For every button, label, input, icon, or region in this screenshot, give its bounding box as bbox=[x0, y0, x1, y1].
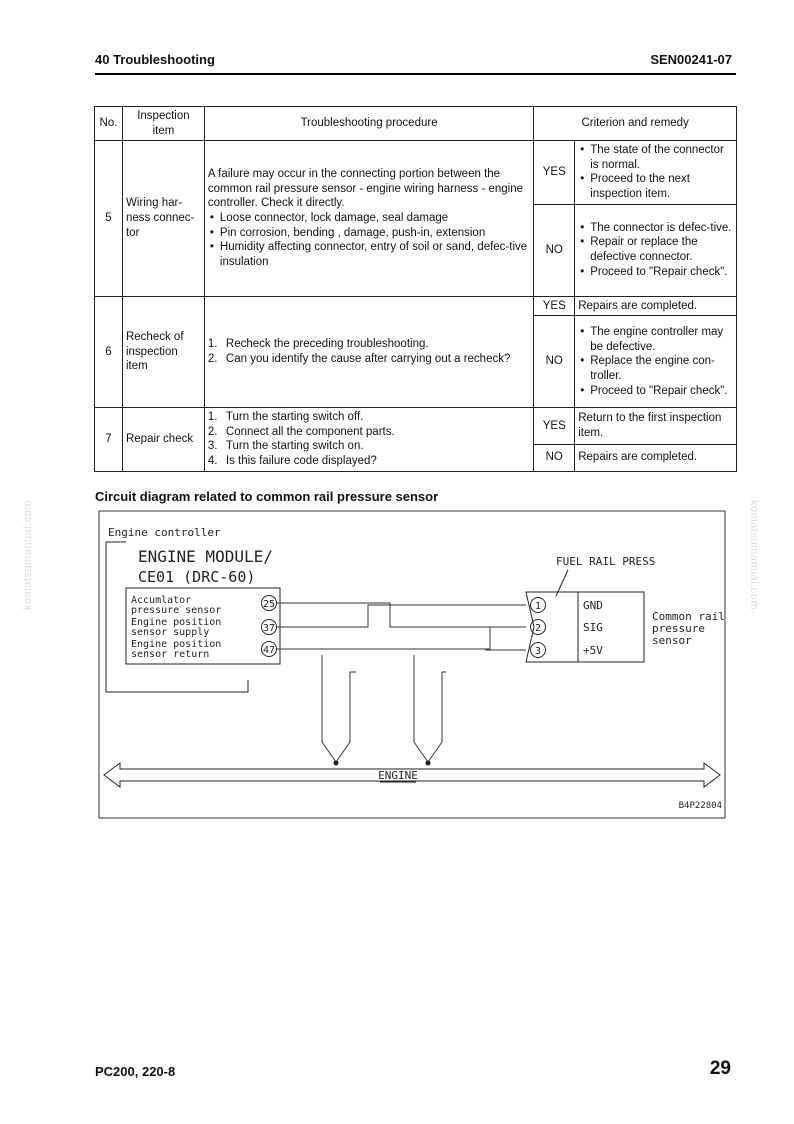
header-procedure: Troubleshooting procedure bbox=[204, 107, 533, 141]
connector-label: FUEL RAIL PRESS bbox=[556, 555, 656, 568]
list-item: • The state of the connector is normal. bbox=[578, 143, 733, 172]
list-item: 2. Connect all the component parts. bbox=[207, 425, 395, 438]
sensor-name-line1: Common rail bbox=[652, 610, 725, 623]
troubleshooting-table bbox=[94, 106, 737, 472]
svg-text:47: 47 bbox=[262, 645, 276, 656]
watermark-left: komatsumanual.com bbox=[22, 500, 34, 610]
list-item: 3. Turn the starting switch on. bbox=[207, 440, 364, 453]
header-rule bbox=[95, 73, 736, 75]
row-procedure bbox=[204, 296, 533, 408]
controller-label: Engine controller bbox=[108, 526, 221, 539]
watermark-right: komatsumanual.com bbox=[748, 500, 760, 610]
yes-remedy bbox=[575, 141, 737, 204]
page-number: 29 bbox=[709, 1058, 731, 1079]
sensor-pin-3 bbox=[531, 643, 604, 658]
list-item: • The connector is defec-tive. bbox=[578, 221, 733, 236]
yes-remedy: Repairs are completed. bbox=[575, 296, 737, 316]
yes-remedy: Return to the first inspection item. bbox=[575, 408, 737, 445]
list-item: 4. Is this failure code displayed? bbox=[207, 454, 377, 467]
controller-pin-37 bbox=[131, 617, 277, 638]
list-item: • Pin corrosion, bending , damage, push-in, extension bbox=[208, 226, 530, 241]
svg-text:SIG: SIG bbox=[583, 621, 603, 634]
svg-text:25: 25 bbox=[262, 599, 276, 610]
table-row bbox=[95, 296, 737, 316]
sensor-connector bbox=[526, 592, 578, 662]
list-item: 1. Recheck the preceding troubleshooting. bbox=[207, 338, 429, 351]
sensor-pin-2 bbox=[531, 620, 603, 635]
row-procedure bbox=[204, 408, 533, 471]
list-item: 2. Can you identify the cause after carrying out a recheck? bbox=[207, 352, 511, 365]
controller-pin-47 bbox=[131, 639, 277, 660]
sensor-name-line3: sensor bbox=[652, 634, 692, 647]
svg-text:GND: GND bbox=[583, 599, 603, 612]
figure-code: B4P22804 bbox=[678, 801, 722, 811]
document-code: SEN00241-07 bbox=[650, 52, 732, 67]
sensor-name-line2: pressure bbox=[652, 622, 705, 635]
no-remedy: Repairs are completed. bbox=[575, 444, 737, 471]
list-item: • Humidity affecting connector, entry of soil or sand, defec-tive insulation bbox=[208, 240, 530, 269]
no-label: NO bbox=[534, 204, 575, 296]
model-footer: PC200, 220-8 bbox=[95, 1064, 176, 1079]
sensor-pin-1 bbox=[531, 598, 603, 613]
row-no: 6 bbox=[95, 296, 123, 408]
wire-pin37-to-gnd bbox=[277, 605, 526, 627]
module-code: CE01 (DRC-60) bbox=[138, 568, 256, 586]
svg-text:Engine position: Engine position bbox=[131, 639, 222, 650]
svg-text:37: 37 bbox=[262, 623, 276, 634]
list-item: • Replace the engine con-troller. bbox=[578, 354, 733, 383]
list-item: • Proceed to the next inspection item. bbox=[578, 172, 733, 201]
engine-label: ENGINE bbox=[378, 769, 418, 782]
list-item: • Loose connector, lock damage, seal damage bbox=[208, 211, 530, 226]
header-item: Inspection item bbox=[122, 107, 204, 141]
row-item: Repair check bbox=[122, 408, 204, 471]
ground-point-left bbox=[334, 761, 339, 766]
svg-text:1: 1 bbox=[534, 601, 542, 612]
header-criterion: Criterion and remedy bbox=[534, 107, 737, 141]
svg-text:3: 3 bbox=[534, 646, 542, 657]
header-no: No. bbox=[95, 107, 123, 141]
harness-wires bbox=[277, 603, 526, 762]
circuit-diagram bbox=[98, 510, 726, 820]
controller-pin-25 bbox=[131, 595, 277, 616]
svg-text:2: 2 bbox=[534, 623, 542, 634]
yes-label: YES bbox=[534, 408, 575, 445]
section-title: 40 Troubleshooting bbox=[95, 52, 215, 67]
no-label: NO bbox=[534, 316, 575, 408]
diagram-title: Circuit diagram related to common rail pressure sensor bbox=[95, 489, 439, 504]
row-procedure bbox=[204, 141, 533, 296]
no-remedy bbox=[575, 316, 737, 408]
yes-label: YES bbox=[534, 141, 575, 204]
svg-text:pressure sensor: pressure sensor bbox=[131, 605, 222, 616]
svg-text:sensor return: sensor return bbox=[131, 649, 210, 660]
table-row bbox=[95, 141, 737, 204]
shield-left bbox=[322, 655, 356, 762]
yes-label: YES bbox=[534, 296, 575, 316]
table-row bbox=[95, 408, 737, 445]
row-item: Recheck of inspection item bbox=[122, 296, 204, 408]
ground-point-right bbox=[426, 761, 431, 766]
list-item: • The engine controller may be defective. bbox=[578, 325, 733, 354]
row-item: Wiring har-ness connec-tor bbox=[122, 141, 204, 296]
procedure-intro: A failure may occur in the connecting portion between the common rail pressure sensor - engine wiring harness - engine controller. Check it directly. bbox=[207, 168, 524, 210]
row-no: 7 bbox=[95, 408, 123, 471]
svg-text:Accumlator: Accumlator bbox=[131, 595, 192, 606]
svg-text:+5V: +5V bbox=[583, 644, 603, 657]
list-item: • Repair or replace the defective connector. bbox=[578, 235, 733, 264]
row-no: 5 bbox=[95, 141, 123, 296]
svg-text:sensor supply: sensor supply bbox=[131, 627, 210, 638]
shield-right bbox=[414, 655, 446, 762]
table-header-row bbox=[95, 107, 737, 141]
no-label: NO bbox=[534, 444, 575, 471]
no-remedy bbox=[575, 204, 737, 296]
procedure-bullets bbox=[208, 211, 530, 269]
svg-text:Engine position: Engine position bbox=[131, 617, 222, 628]
wire-pin25-to-sig bbox=[277, 603, 526, 627]
list-item: • Proceed to "Repair check". bbox=[578, 384, 733, 399]
list-item: 1. Turn the starting switch off. bbox=[207, 411, 364, 424]
list-item: • Proceed to "Repair check". bbox=[578, 265, 733, 280]
module-name: ENGINE MODULE/ bbox=[138, 547, 273, 566]
